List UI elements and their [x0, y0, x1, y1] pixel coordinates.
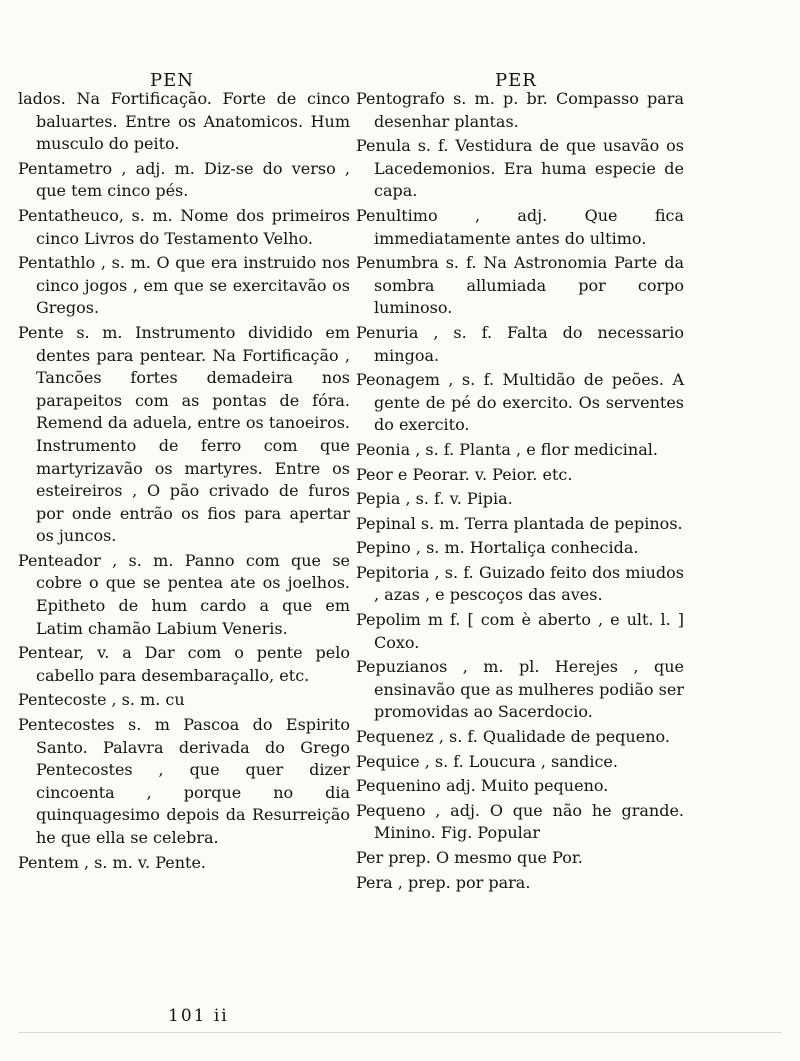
- dictionary-entry: Pepino , s. m. Hortaliça conhecida.: [356, 538, 639, 558]
- dictionary-entry: Pequenez , s. f. Qualidade de pequeno.: [356, 727, 670, 747]
- dictionary-entry: Pepia , s. f. v. Pipia.: [356, 489, 513, 509]
- dictionary-entry: lados. Na Fortificação. Forte de cinco baluartes. Entre os Anatomicos. Hum musculo do peito.: [18, 89, 350, 154]
- dictionary-entry: Pentecostes s. m Pascoa do Espirito Santo. Palavra derivada do Grego Pentecostes , que quer dizer cincoenta , porque no dia quinquagesimo depois da Resurreição he que ella se celebra.: [18, 715, 350, 847]
- dictionary-entry: Pepolim m f. [ com è aberto , e ult. l. ] Coxo.: [356, 610, 684, 652]
- dictionary-entry: Penultimo , adj. Que fica immediatamente antes do ultimo.: [356, 205, 684, 248]
- dictionary-entry: Pepitoria , s. f. Guizado feito dos miudos , azas , e pescoços das aves.: [356, 562, 684, 605]
- bottom-divider: [18, 1032, 782, 1033]
- dictionary-entry: Pequeno , adj. O que não he grande. Minino. Fig. Popular: [356, 800, 684, 843]
- dictionary-entry: Pentografo s. m. p. br. Compasso para desenhar plantas.: [356, 89, 684, 131]
- dictionary-entry: Pentear, v. a Dar com o pente pelo cabello para desembaraçallo, etc.: [18, 643, 350, 685]
- dictionary-entry: Pepuzianos , m. pl. Herejes , que ensinavão que as mulheres podião ser promovidas ao Sacerdocio.: [356, 657, 684, 722]
- dictionary-entry: Pentametro , adj. m. Diz-se do verso , que tem cinco pés.: [18, 158, 350, 201]
- dictionary-entry: Pentatheuco, s. m. Nome dos primeiros cinco Livros do Testamento Velho.: [18, 205, 350, 248]
- dictionary-entry: Pentathlo , s. m. O que era instruido nos cinco jogos , em que se exercitavão os Gregos.: [18, 253, 350, 318]
- dictionary-entry: Pentecoste , s. m. cu: [18, 690, 185, 710]
- dictionary-entry: Penteador , s. m. Panno com que se cobre o que se pentea ate os joelhos. Epitheto de hum cardo a que em Latim chamão Labium Veneris.: [18, 550, 350, 638]
- dictionary-entry: Pequice , s. f. Loucura , sandice.: [356, 751, 618, 771]
- dictionary-entry: Pera , prep. por para.: [356, 872, 531, 892]
- dictionary-entry: Peonagem , s. f. Multidão de peões. A gente de pé do exercito. Os serventes do exercito.: [356, 370, 684, 435]
- right-column-header: PER: [495, 70, 537, 91]
- dictionary-entry: Penuria , s. f. Falta do necessario mingoa.: [356, 322, 684, 365]
- dictionary-entry: Per prep. O mesmo que Por.: [356, 848, 583, 867]
- dictionary-entry: Peor e Peorar. v. Peior. etc.: [356, 464, 573, 484]
- dictionary-entry: Peonia , s. f. Planta , e flor medicinal.: [356, 439, 658, 459]
- dictionary-entry: Pepinal s. m. Terra plantada de pepinos.: [356, 513, 683, 533]
- left-column-header: PEN: [150, 70, 195, 91]
- dictionary-entry: Penula s. f. Vestidura de que usavão os Lacedemonios. Era huma especie de capa.: [356, 136, 684, 201]
- dictionary-entry: Pente s. m. Instrumento dividido em dentes para pentear. Na Fortificação , Tancões fortes demadeira nos parapeitos com as pontas de fóra. Remend da aduela, entre os tanoeiros. Instrumento de ferro com que martyrizavão os martyres. Entre os esteireiros , O pão crivado de furos por onde entrão os fios para apertar os juncos.: [18, 322, 350, 546]
- page-number: 101 ii: [168, 1006, 229, 1026]
- dictionary-entry: Penumbra s. f. Na Astronomia Parte da sombra allumiada por corpo luminoso.: [356, 253, 684, 318]
- right-column: [356, 88, 684, 896]
- dictionary-entry: Pentem , s. m. v. Pente.: [18, 852, 206, 872]
- dictionary-entry: Pequenino adj. Muito pequeno.: [356, 776, 609, 796]
- left-column: [18, 88, 350, 876]
